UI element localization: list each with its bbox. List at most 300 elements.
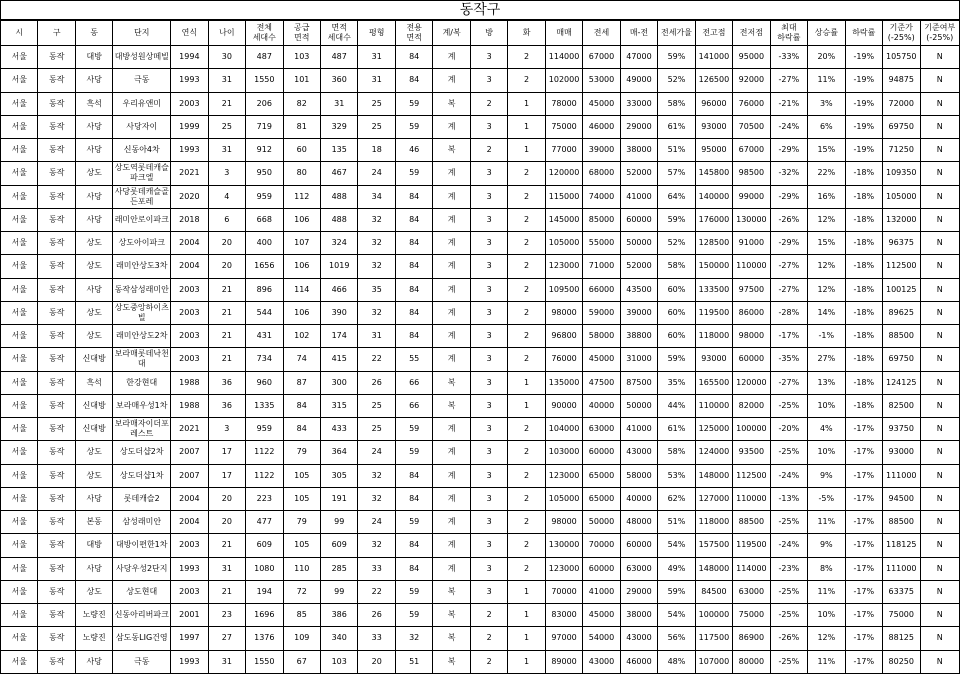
table-cell[interactable]: 60% xyxy=(658,278,695,301)
table-cell[interactable]: 동작 xyxy=(38,534,75,557)
table-cell[interactable]: 사당 xyxy=(75,69,112,92)
table-cell[interactable]: 1993 xyxy=(171,139,208,162)
table-cell[interactable]: 36 xyxy=(208,394,245,417)
table-cell[interactable]: 1 xyxy=(508,139,545,162)
table-cell[interactable]: 상도 xyxy=(75,232,112,255)
table-cell[interactable]: -18% xyxy=(845,162,882,185)
table-cell[interactable]: 63000 xyxy=(583,418,620,441)
table-cell[interactable]: 84 xyxy=(395,69,432,92)
table-cell[interactable]: 105 xyxy=(283,464,320,487)
table-cell[interactable]: 488 xyxy=(321,208,358,231)
table-cell[interactable]: 110000 xyxy=(733,487,770,510)
table-cell[interactable]: 98000 xyxy=(545,301,582,324)
table-cell[interactable]: 31 xyxy=(358,325,395,348)
table-cell[interactable]: -27% xyxy=(770,69,807,92)
table-cell[interactable]: 32 xyxy=(358,301,395,324)
table-cell[interactable]: 70500 xyxy=(733,115,770,138)
table-cell[interactable]: 60000 xyxy=(733,348,770,371)
table-cell[interactable]: 157500 xyxy=(695,534,732,557)
table-cell[interactable]: 동작 xyxy=(38,278,75,301)
table-cell[interactable]: 상도 xyxy=(75,464,112,487)
table-cell[interactable]: 복 xyxy=(433,371,470,394)
table-cell[interactable]: 148000 xyxy=(695,464,732,487)
table-cell[interactable]: 114000 xyxy=(545,46,582,69)
table-cell[interactable]: 609 xyxy=(321,534,358,557)
table-cell[interactable]: 동작 xyxy=(38,92,75,115)
table-cell[interactable]: 119500 xyxy=(695,301,732,324)
table-cell[interactable]: 43500 xyxy=(620,278,657,301)
table-cell[interactable]: 340 xyxy=(321,627,358,650)
table-cell[interactable]: -18% xyxy=(845,371,882,394)
table-cell[interactable]: 64% xyxy=(658,185,695,208)
table-cell[interactable]: 107000 xyxy=(695,650,732,673)
table-cell[interactable]: 12% xyxy=(808,627,845,650)
table-cell[interactable]: 88500 xyxy=(883,325,920,348)
table-cell[interactable]: 66000 xyxy=(583,278,620,301)
table-cell[interactable]: 서울 xyxy=(1,69,38,92)
table-cell[interactable]: 2 xyxy=(508,255,545,278)
table-cell[interactable]: 1550 xyxy=(246,650,283,673)
table-cell[interactable]: 1 xyxy=(508,115,545,138)
table-cell[interactable]: 1988 xyxy=(171,371,208,394)
table-cell[interactable]: 3 xyxy=(470,301,507,324)
table-cell[interactable]: 보라매자이더포레스트 xyxy=(113,418,171,441)
table-cell[interactable]: 상도 xyxy=(75,255,112,278)
table-cell[interactable]: 46 xyxy=(395,139,432,162)
table-cell[interactable]: -24% xyxy=(770,534,807,557)
table-cell[interactable]: 24 xyxy=(358,511,395,534)
table-cell[interactable]: 동작 xyxy=(38,627,75,650)
table-cell[interactable]: 67 xyxy=(283,650,320,673)
table-cell[interactable]: N xyxy=(920,185,960,208)
table-cell[interactable]: 93000 xyxy=(695,348,732,371)
table-cell[interactable]: 2020 xyxy=(171,185,208,208)
table-cell[interactable]: 132000 xyxy=(883,208,920,231)
table-cell[interactable]: 3 xyxy=(470,232,507,255)
table-cell[interactable]: -29% xyxy=(770,232,807,255)
table-cell[interactable]: 2 xyxy=(508,232,545,255)
table-cell[interactable]: 서울 xyxy=(1,441,38,464)
table-cell[interactable]: 51% xyxy=(658,139,695,162)
table-cell[interactable]: 400 xyxy=(246,232,283,255)
table-cell[interactable]: 31 xyxy=(208,69,245,92)
table-cell[interactable]: 21 xyxy=(208,278,245,301)
table-cell[interactable]: N xyxy=(920,604,960,627)
table-cell[interactable]: -26% xyxy=(770,627,807,650)
table-cell[interactable]: -25% xyxy=(770,511,807,534)
table-cell[interactable]: 25 xyxy=(358,394,395,417)
table-cell[interactable]: 서울 xyxy=(1,115,38,138)
table-cell[interactable]: 서울 xyxy=(1,371,38,394)
table-cell[interactable]: N xyxy=(920,208,960,231)
table-cell[interactable]: 95000 xyxy=(695,139,732,162)
table-cell[interactable]: 서울 xyxy=(1,208,38,231)
table-cell[interactable]: 2021 xyxy=(171,162,208,185)
table-cell[interactable]: 1988 xyxy=(171,394,208,417)
table-cell[interactable]: 130000 xyxy=(545,534,582,557)
table-cell[interactable]: 81 xyxy=(283,115,320,138)
table-cell[interactable]: 97000 xyxy=(545,627,582,650)
table-cell[interactable]: 계 xyxy=(433,46,470,69)
table-cell[interactable]: 110000 xyxy=(733,255,770,278)
table-cell[interactable]: 2 xyxy=(508,557,545,580)
table-cell[interactable]: -17% xyxy=(845,418,882,441)
table-cell[interactable]: 90000 xyxy=(545,394,582,417)
table-cell[interactable]: 서울 xyxy=(1,301,38,324)
table-cell[interactable]: 74000 xyxy=(583,185,620,208)
table-cell[interactable]: 2001 xyxy=(171,604,208,627)
table-cell[interactable]: 88125 xyxy=(883,627,920,650)
table-cell[interactable]: 140000 xyxy=(695,185,732,208)
table-cell[interactable]: 98000 xyxy=(545,511,582,534)
table-cell[interactable]: 50000 xyxy=(583,511,620,534)
table-cell[interactable]: 477 xyxy=(246,511,283,534)
table-cell[interactable]: 신대방 xyxy=(75,348,112,371)
table-cell[interactable]: 2003 xyxy=(171,325,208,348)
table-cell[interactable]: 동작 xyxy=(38,394,75,417)
table-cell[interactable]: 25 xyxy=(358,418,395,441)
table-cell[interactable]: 46000 xyxy=(620,650,657,673)
table-cell[interactable]: 38800 xyxy=(620,325,657,348)
table-cell[interactable]: 2 xyxy=(470,139,507,162)
table-cell[interactable]: 59 xyxy=(395,115,432,138)
table-cell[interactable]: 60% xyxy=(658,325,695,348)
table-cell[interactable]: 동작 xyxy=(38,46,75,69)
table-cell[interactable]: 84 xyxy=(283,418,320,441)
table-cell[interactable]: 31 xyxy=(358,69,395,92)
table-cell[interactable]: 950 xyxy=(246,162,283,185)
table-cell[interactable]: 복 xyxy=(433,580,470,603)
table-cell[interactable]: 동작 xyxy=(38,557,75,580)
table-cell[interactable]: 123000 xyxy=(545,557,582,580)
table-cell[interactable]: 계 xyxy=(433,511,470,534)
table-cell[interactable]: 2021 xyxy=(171,418,208,441)
table-cell[interactable]: 33000 xyxy=(620,92,657,115)
table-cell[interactable]: 동작 xyxy=(38,301,75,324)
table-cell[interactable]: 3 xyxy=(470,464,507,487)
table-cell[interactable]: 88500 xyxy=(733,511,770,534)
table-cell[interactable]: 54% xyxy=(658,534,695,557)
table-cell[interactable]: 115000 xyxy=(545,185,582,208)
table-cell[interactable]: 390 xyxy=(321,301,358,324)
table-cell[interactable]: 39000 xyxy=(583,139,620,162)
table-cell[interactable]: 150000 xyxy=(695,255,732,278)
table-cell[interactable]: 84 xyxy=(283,394,320,417)
table-cell[interactable]: 959 xyxy=(246,185,283,208)
table-cell[interactable]: 사당 xyxy=(75,487,112,510)
table-cell[interactable]: 서울 xyxy=(1,604,38,627)
table-cell[interactable]: N xyxy=(920,348,960,371)
table-cell[interactable]: 동작 xyxy=(38,418,75,441)
table-cell[interactable]: 서울 xyxy=(1,348,38,371)
table-cell[interactable]: 433 xyxy=(321,418,358,441)
table-cell[interactable]: 삼도동LIG건영 xyxy=(113,627,171,650)
table-cell[interactable]: 82000 xyxy=(733,394,770,417)
table-cell[interactable]: 118125 xyxy=(883,534,920,557)
table-cell[interactable]: 3 xyxy=(470,255,507,278)
table-cell[interactable]: -17% xyxy=(845,604,882,627)
table-cell[interactable]: 계 xyxy=(433,464,470,487)
table-cell[interactable]: 32 xyxy=(358,534,395,557)
table-cell[interactable]: -29% xyxy=(770,139,807,162)
table-cell[interactable]: N xyxy=(920,441,960,464)
table-cell[interactable]: 보라매롯데낙천대 xyxy=(113,348,171,371)
table-cell[interactable]: N xyxy=(920,487,960,510)
table-cell[interactable]: 99 xyxy=(321,580,358,603)
table-cell[interactable]: 2 xyxy=(508,511,545,534)
table-cell[interactable]: 흑석 xyxy=(75,92,112,115)
table-cell[interactable]: N xyxy=(920,557,960,580)
table-cell[interactable]: 계 xyxy=(433,208,470,231)
table-cell[interactable]: 85000 xyxy=(583,208,620,231)
table-cell[interactable]: 사당우성2단지 xyxy=(113,557,171,580)
table-cell[interactable]: 40000 xyxy=(583,394,620,417)
table-cell[interactable]: -17% xyxy=(845,534,882,557)
table-cell[interactable]: -19% xyxy=(845,92,882,115)
table-cell[interactable]: 20 xyxy=(208,511,245,534)
table-cell[interactable]: 래미안상도2차 xyxy=(113,325,171,348)
table-cell[interactable]: 48000 xyxy=(620,511,657,534)
table-cell[interactable]: 계 xyxy=(433,232,470,255)
table-cell[interactable]: 대방이편한1차 xyxy=(113,534,171,557)
table-cell[interactable]: -35% xyxy=(770,348,807,371)
table-cell[interactable]: 120000 xyxy=(545,162,582,185)
table-cell[interactable]: 305 xyxy=(321,464,358,487)
table-cell[interactable]: 계 xyxy=(433,325,470,348)
table-cell[interactable]: 본동 xyxy=(75,511,112,534)
table-cell[interactable]: -25% xyxy=(770,394,807,417)
table-cell[interactable]: 176000 xyxy=(695,208,732,231)
table-cell[interactable]: 복 xyxy=(433,650,470,673)
table-cell[interactable]: 959 xyxy=(246,418,283,441)
table-cell[interactable]: 동작삼성래미안 xyxy=(113,278,171,301)
table-cell[interactable]: 97500 xyxy=(733,278,770,301)
table-cell[interactable]: -27% xyxy=(770,278,807,301)
table-cell[interactable]: 13% xyxy=(808,371,845,394)
table-cell[interactable]: 3 xyxy=(470,394,507,417)
table-cell[interactable]: 서울 xyxy=(1,278,38,301)
table-cell[interactable]: 60000 xyxy=(583,441,620,464)
table-cell[interactable]: 32 xyxy=(395,627,432,650)
table-cell[interactable]: N xyxy=(920,46,960,69)
table-cell[interactable]: N xyxy=(920,511,960,534)
table-cell[interactable]: 84500 xyxy=(695,580,732,603)
table-cell[interactable]: 135000 xyxy=(545,371,582,394)
table-cell[interactable]: 125000 xyxy=(695,418,732,441)
table-cell[interactable]: 487 xyxy=(246,46,283,69)
table-cell[interactable]: 24 xyxy=(358,162,395,185)
table-cell[interactable]: 서울 xyxy=(1,162,38,185)
table-cell[interactable]: 31 xyxy=(208,557,245,580)
table-cell[interactable]: N xyxy=(920,464,960,487)
table-cell[interactable]: 84 xyxy=(395,208,432,231)
table-cell[interactable]: 대방 xyxy=(75,46,112,69)
table-cell[interactable]: N xyxy=(920,115,960,138)
table-cell[interactable]: 431 xyxy=(246,325,283,348)
table-cell[interactable]: 86900 xyxy=(733,627,770,650)
table-cell[interactable]: 71250 xyxy=(883,139,920,162)
table-cell[interactable]: 1 xyxy=(508,650,545,673)
table-cell[interactable]: N xyxy=(920,232,960,255)
table-cell[interactable]: 26 xyxy=(358,604,395,627)
table-cell[interactable]: 3 xyxy=(470,208,507,231)
table-cell[interactable]: 93000 xyxy=(883,441,920,464)
table-cell[interactable]: 서울 xyxy=(1,627,38,650)
table-cell[interactable]: 복 xyxy=(433,92,470,115)
table-cell[interactable]: 668 xyxy=(246,208,283,231)
table-cell[interactable]: 80250 xyxy=(883,650,920,673)
table-cell[interactable]: 17 xyxy=(208,441,245,464)
table-cell[interactable]: 109350 xyxy=(883,162,920,185)
table-cell[interactable]: 32 xyxy=(358,487,395,510)
table-cell[interactable]: N xyxy=(920,650,960,673)
table-cell[interactable]: 흑석 xyxy=(75,371,112,394)
table-cell[interactable]: 29000 xyxy=(620,115,657,138)
table-cell[interactable]: 3 xyxy=(470,115,507,138)
table-cell[interactable]: 106 xyxy=(283,255,320,278)
table-cell[interactable]: 58000 xyxy=(620,464,657,487)
table-cell[interactable]: 서울 xyxy=(1,46,38,69)
table-cell[interactable]: 68000 xyxy=(583,162,620,185)
table-cell[interactable]: 사당 xyxy=(75,139,112,162)
table-cell[interactable]: 26 xyxy=(358,371,395,394)
table-cell[interactable]: 20 xyxy=(208,255,245,278)
table-cell[interactable]: 360 xyxy=(321,69,358,92)
table-cell[interactable]: 34 xyxy=(358,185,395,208)
table-cell[interactable]: 54% xyxy=(658,604,695,627)
table-cell[interactable]: -1% xyxy=(808,325,845,348)
table-cell[interactable]: 래미안로이파크 xyxy=(113,208,171,231)
table-cell[interactable]: 1999 xyxy=(171,115,208,138)
table-cell[interactable]: 59% xyxy=(658,348,695,371)
table-cell[interactable]: -18% xyxy=(845,208,882,231)
table-cell[interactable]: 15% xyxy=(808,139,845,162)
table-cell[interactable]: 93500 xyxy=(733,441,770,464)
table-cell[interactable]: 1 xyxy=(508,371,545,394)
table-cell[interactable]: 사당 xyxy=(75,185,112,208)
table-cell[interactable]: 서울 xyxy=(1,255,38,278)
table-cell[interactable]: 노량진 xyxy=(75,604,112,627)
table-cell[interactable]: 2 xyxy=(508,185,545,208)
table-cell[interactable]: 3 xyxy=(470,371,507,394)
table-cell[interactable]: 31 xyxy=(208,650,245,673)
table-cell[interactable]: 2 xyxy=(470,604,507,627)
table-cell[interactable]: 87 xyxy=(283,371,320,394)
table-cell[interactable]: 24 xyxy=(358,441,395,464)
table-cell[interactable]: 서울 xyxy=(1,534,38,557)
table-cell[interactable]: 서울 xyxy=(1,232,38,255)
table-cell[interactable]: 3 xyxy=(470,557,507,580)
table-cell[interactable]: -18% xyxy=(845,301,882,324)
table-cell[interactable]: -17% xyxy=(845,557,882,580)
table-cell[interactable]: 84 xyxy=(395,46,432,69)
table-cell[interactable]: 102 xyxy=(283,325,320,348)
table-cell[interactable]: -19% xyxy=(845,69,882,92)
table-cell[interactable]: 38000 xyxy=(620,139,657,162)
table-cell[interactable]: 2004 xyxy=(171,232,208,255)
table-cell[interactable]: -23% xyxy=(770,557,807,580)
table-cell[interactable]: 60000 xyxy=(583,557,620,580)
table-cell[interactable]: 43000 xyxy=(620,627,657,650)
table-cell[interactable]: 2003 xyxy=(171,348,208,371)
table-cell[interactable]: 신동아리버파크 xyxy=(113,604,171,627)
table-cell[interactable]: 서울 xyxy=(1,394,38,417)
table-cell[interactable]: 1993 xyxy=(171,69,208,92)
table-cell[interactable]: 194 xyxy=(246,580,283,603)
table-cell[interactable]: 105 xyxy=(283,487,320,510)
table-cell[interactable]: 62% xyxy=(658,487,695,510)
table-cell[interactable]: 66 xyxy=(395,394,432,417)
table-cell[interactable]: 84 xyxy=(395,325,432,348)
table-cell[interactable]: N xyxy=(920,627,960,650)
table-cell[interactable]: 74 xyxy=(283,348,320,371)
table-cell[interactable]: 93750 xyxy=(883,418,920,441)
table-cell[interactable]: 124125 xyxy=(883,371,920,394)
table-cell[interactable]: 사당 xyxy=(75,208,112,231)
table-cell[interactable]: -18% xyxy=(845,232,882,255)
table-cell[interactable]: N xyxy=(920,69,960,92)
table-cell[interactable]: 84 xyxy=(395,487,432,510)
table-cell[interactable]: 3 xyxy=(208,162,245,185)
table-cell[interactable]: 71000 xyxy=(583,255,620,278)
table-cell[interactable]: 52000 xyxy=(620,162,657,185)
table-cell[interactable]: 사당 xyxy=(75,115,112,138)
table-cell[interactable]: 서울 xyxy=(1,185,38,208)
table-cell[interactable]: -17% xyxy=(845,511,882,534)
table-cell[interactable]: 동작 xyxy=(38,162,75,185)
table-cell[interactable]: 동작 xyxy=(38,255,75,278)
table-cell[interactable]: 2 xyxy=(470,627,507,650)
table-cell[interactable]: 51% xyxy=(658,511,695,534)
table-cell[interactable]: 동작 xyxy=(38,69,75,92)
table-cell[interactable]: 상도역롯데캐슬파크엘 xyxy=(113,162,171,185)
table-cell[interactable]: 2 xyxy=(508,441,545,464)
table-cell[interactable]: 1376 xyxy=(246,627,283,650)
table-cell[interactable]: 31000 xyxy=(620,348,657,371)
table-cell[interactable]: -29% xyxy=(770,185,807,208)
table-cell[interactable]: 49% xyxy=(658,557,695,580)
table-cell[interactable]: 11% xyxy=(808,580,845,603)
table-cell[interactable]: 544 xyxy=(246,301,283,324)
table-cell[interactable]: 65000 xyxy=(583,464,620,487)
table-cell[interactable]: 서울 xyxy=(1,92,38,115)
table-cell[interactable]: 98000 xyxy=(733,325,770,348)
table-cell[interactable]: 25 xyxy=(358,115,395,138)
table-cell[interactable]: 21 xyxy=(208,534,245,557)
table-cell[interactable]: 84 xyxy=(395,534,432,557)
table-cell[interactable]: 78000 xyxy=(545,92,582,115)
table-cell[interactable]: 2007 xyxy=(171,441,208,464)
table-cell[interactable]: 노량진 xyxy=(75,627,112,650)
table-cell[interactable]: 59% xyxy=(658,46,695,69)
table-cell[interactable]: 6% xyxy=(808,115,845,138)
table-cell[interactable]: -5% xyxy=(808,487,845,510)
table-cell[interactable]: 114000 xyxy=(733,557,770,580)
table-cell[interactable]: 2 xyxy=(508,487,545,510)
table-cell[interactable]: 111000 xyxy=(883,557,920,580)
table-cell[interactable]: 2007 xyxy=(171,464,208,487)
table-cell[interactable]: 신동아4차 xyxy=(113,139,171,162)
table-cell[interactable]: 329 xyxy=(321,115,358,138)
table-cell[interactable]: 83000 xyxy=(545,604,582,627)
table-cell[interactable]: 88500 xyxy=(883,511,920,534)
table-cell[interactable]: 상도 xyxy=(75,580,112,603)
table-cell[interactable]: 110 xyxy=(283,557,320,580)
table-cell[interactable]: 124000 xyxy=(695,441,732,464)
table-cell[interactable]: 동작 xyxy=(38,208,75,231)
table-cell[interactable]: 52% xyxy=(658,69,695,92)
table-cell[interactable]: 12% xyxy=(808,278,845,301)
